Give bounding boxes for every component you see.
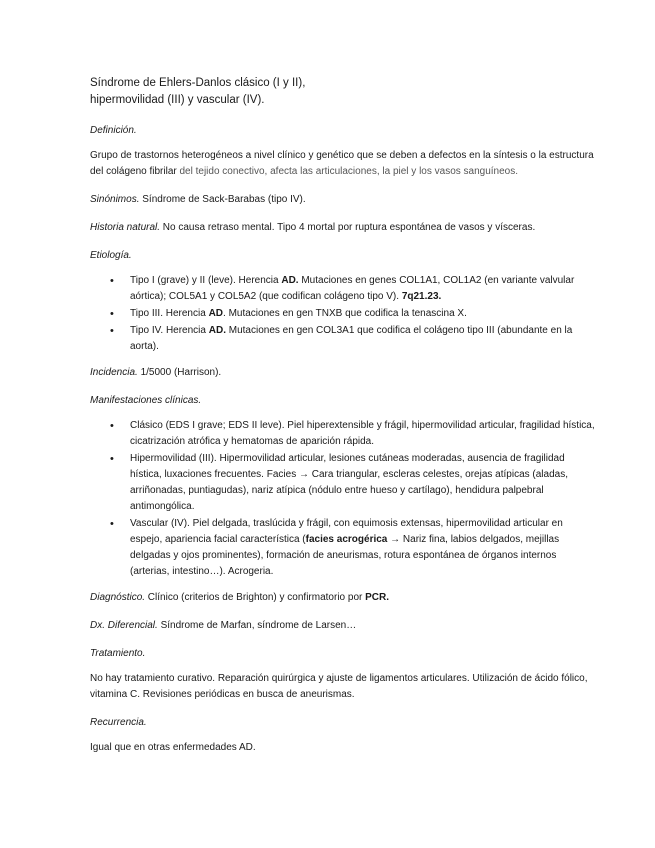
sinonimos-paragraph bbox=[90, 192, 595, 208]
historia-paragraph bbox=[90, 220, 595, 236]
manifestaciones-item-3-b: facies acrogérica bbox=[305, 534, 388, 545]
sinonimos-label: Sinónimos. bbox=[90, 194, 140, 205]
etiologia-item-2-c: . Mutaciones en gen TNXB que codifica la tenascina X. bbox=[223, 308, 467, 319]
etiologia-item-3-a: Tipo IV. Herencia bbox=[130, 325, 209, 336]
etiologia-heading: Etiología. bbox=[90, 250, 132, 261]
etiologia-item-1-c: Mutaciones en genes COL1A1, COL1A2 (en variante valvular aórtica); COL5A1 y COL5A2 (que codifican colágeno tipo V). bbox=[130, 275, 575, 302]
etiologia-list bbox=[90, 273, 595, 355]
definicion-text-main: Grupo de trastornos heterogéneos a nivel clínico y genético que se deben a defectos en la síntesis o la estructura del colágeno fibrilar bbox=[90, 150, 594, 177]
recurrencia-text: Igual que en otras enfermedades AD. bbox=[90, 742, 256, 753]
manifestaciones-heading: Manifestaciones clínicas. bbox=[90, 395, 202, 406]
incidencia-paragraph bbox=[90, 365, 595, 381]
manifestaciones-item-3-a: Vascular (IV). Piel delgada, traslúcida y frágil, con equimosis extensas, hipermovilidad articular en espejo, apariencia facial característica ( bbox=[130, 518, 563, 545]
historia-text: No causa retraso mental. Tipo 4 mortal por ruptura espontánea de vasos y vísceras. bbox=[160, 222, 536, 233]
title-line-2: hipermovilidad (III) y vascular (IV). bbox=[90, 94, 265, 106]
definicion-heading: Definición. bbox=[90, 125, 137, 136]
sinonimos-text: Síndrome de Sack-Barabas (tipo IV). bbox=[139, 194, 306, 205]
list-item bbox=[130, 306, 595, 322]
definicion-text bbox=[90, 148, 595, 180]
title-line-1: Síndrome de Ehlers-Danlos clásico (I y II), bbox=[90, 77, 306, 89]
definicion-text-gray: del tejido conectivo, afecta las articulaciones, la piel y los vasos sanguíneos. bbox=[176, 166, 519, 177]
diagnostico-text: Clínico (criterios de Brighton) y confirmatorio por bbox=[145, 592, 366, 603]
diferencial-text: Síndrome de Marfan, síndrome de Larsen… bbox=[157, 620, 357, 631]
historia-label: Historia natural. bbox=[90, 222, 161, 233]
list-item bbox=[130, 323, 595, 355]
tratamiento-text: No hay tratamiento curativo. Reparación quirúrgica y ajuste de ligamentos articulares. Utilización de ácido fólico, vitamina C. Revisiones periódicas en busca de aneurismas. bbox=[90, 673, 588, 700]
diferencial-label: Dx. Diferencial. bbox=[90, 620, 158, 631]
incidencia-label: Incidencia. bbox=[90, 367, 138, 378]
list-item bbox=[130, 516, 595, 580]
diagnostico-bold: PCR. bbox=[365, 592, 390, 603]
diagnostico-paragraph bbox=[90, 590, 595, 606]
document-title bbox=[90, 75, 595, 109]
etiologia-item-1-d: 7q21.23. bbox=[401, 291, 442, 302]
manifestaciones-list bbox=[90, 418, 595, 580]
incidencia-text: 1/5000 (Harrison). bbox=[137, 367, 222, 378]
diferencial-paragraph bbox=[90, 618, 595, 634]
etiologia-item-1-a: Tipo I (grave) y II (leve). Herencia bbox=[130, 275, 282, 286]
etiologia-item-1-b: AD. bbox=[281, 275, 299, 286]
tratamiento-heading: Tratamiento. bbox=[90, 648, 146, 659]
list-item: • Hipermovilidad (III). Hipermovilidad articular, lesiones cutáneas moderadas, ausencia de fragilidad hística, luxaciones frecuentes. Facies → Cara triangular, escleras celestes, orejas atípicas (aladas, arriñonadas, puntiagudas), nariz atípica (nódulo entre hueso y cartílago), hendidura palpebral antimongólica. bbox=[130, 451, 595, 515]
recurrencia-heading: Recurrencia. bbox=[90, 717, 147, 728]
etiologia-item-2-a: Tipo III. Herencia bbox=[130, 308, 209, 319]
etiologia-item-3-b: AD. bbox=[208, 325, 226, 336]
etiologia-item-3-c: Mutaciones en gen COL3A1 que codifica el colágeno tipo III (abundante en la aorta). bbox=[130, 325, 573, 352]
list-item: • Clásico (EDS I grave; EDS II leve). Piel hiperextensible y frágil, hipermovilidad articular, fragilidad hística, cicatrización atrófica y hematomas de aparición rápida. bbox=[130, 418, 595, 450]
etiologia-item-2-b: AD bbox=[208, 308, 224, 319]
diagnostico-label: Diagnóstico. bbox=[90, 592, 146, 603]
manifestaciones-item-3-c: → Nariz fina, labios delgados, mejillas delgadas y ojos prominentes), formación de aneurismas, rotura espontánea de órganos internos (arterias, intestino…). Acrogeria. bbox=[130, 534, 560, 577]
list-item bbox=[130, 273, 595, 305]
